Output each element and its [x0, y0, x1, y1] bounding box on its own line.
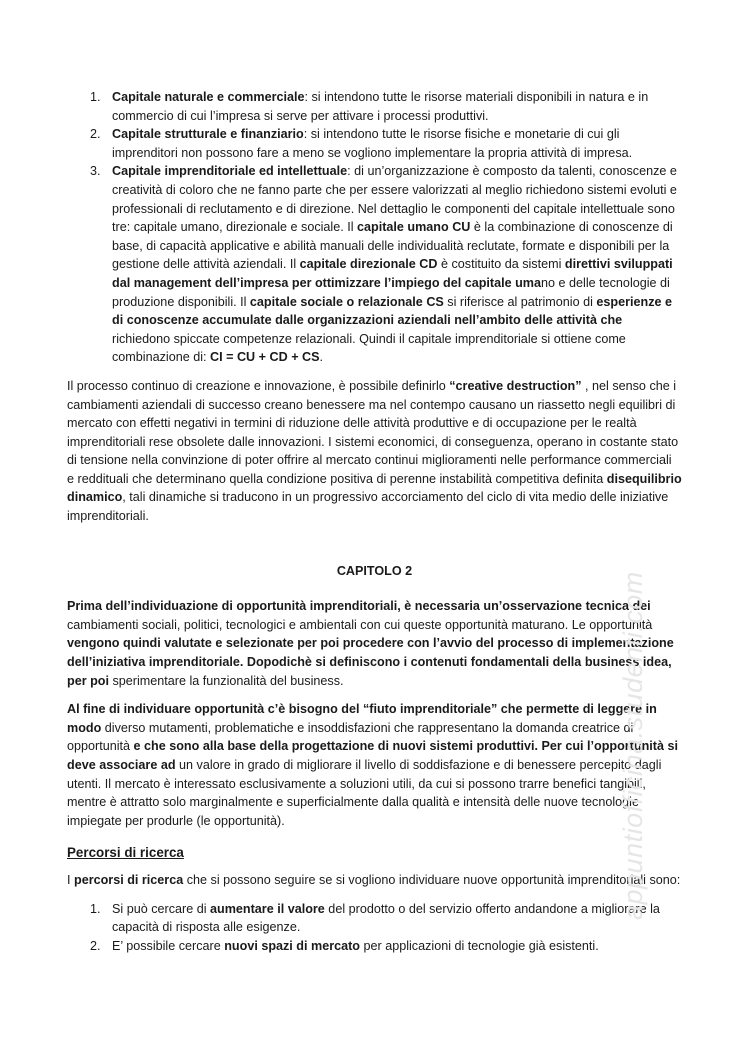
bold-text: e che sono alla base della progettazione di nuovi sistemi produttivi. Per cui l’opportunità si deve associare ad — [67, 739, 678, 772]
body-text: richiedono spiccate competenze relazionali. Quindi il capitale imprenditoriale si ottiene come combinazione di: — [112, 331, 626, 365]
bold-text: direttivi sviluppati dal management dell’impresa per ottimizzare l’impiego del capitale uma — [112, 257, 673, 290]
body-text: , nel senso che i cambiamenti aziendali di successo creano benessere ma nel contempo causano un riassetto negli equilibri di mercato con effetti negativi in termini di riduzione delle attività produttive e di occupazione per le realtà imprenditoriali rese obsolete dalle innovazioni. I sistemi economici, di conseguenza, operano in costante stato di tensione nella convinzione di poter offrire al mercato continui miglioramenti nelle performance commerciali e reddituali che determinano quella condizione positiva di perenne instabilità competitiva definita — [67, 378, 679, 486]
body-text: cambiamenti sociali, politici, tecnologici e ambientali con cui queste opportunità maturano. Le opportunità — [67, 617, 653, 632]
term-disequilibrio-dinamico: disequilibrio dinamico — [67, 471, 682, 505]
bold-text: esperienze e di conoscenze accumulate dalle organizzazioni aziendali nell’ambito delle attività che — [112, 294, 672, 328]
term-capitale-sociale: capitale sociale o relazionale CS — [249, 294, 444, 309]
section-heading: Percorsi di ricerca — [67, 845, 184, 861]
term-percorsi-di-ricerca: percorsi di ricerca — [74, 872, 184, 887]
bold-text: Prima dell’individuazione di opportunità imprenditoriali, è necessaria un’osservazione tecnica dei — [67, 599, 651, 614]
list-item-text: : di un’organizzazione è composto da talenti, conoscenze e creatività di coloro che ne fanno parte che per essere valorizzati al meglio richiedono sistemi evoluti e professionali di reclutamento e di direzione. Nel dettaglio le componenti del capitale intellettuale sono tre: capitale umano, direzionale e sociale. Il — [112, 164, 677, 235]
list-number: 1. — [90, 901, 101, 916]
list-number: 3. — [90, 164, 101, 179]
chapter-title: CAPITOLO 2 — [336, 563, 413, 578]
body-text: Il processo continuo di creazione e innovazione, è possibile definirlo — [67, 378, 450, 393]
body-text: diverso mutamenti, problematiche e insoddisfazioni che rappresentano la domanda creatrice di opportunità — [67, 720, 634, 754]
list-item — [67, 937, 682, 956]
paragraph-opportunita — [67, 597, 682, 690]
bold-text: Al fine di individuare opportunità c’è bisogno del “fiuto imprenditoriale” che permette di leggere in modo — [67, 702, 657, 735]
body-text: per applicazioni di tecnologie già esistenti. — [360, 938, 599, 953]
paragraph-fiuto — [67, 700, 682, 830]
capital-types-list — [67, 88, 682, 367]
list-number: 2. — [90, 127, 101, 142]
body-text: sperimentare la funzionalità del business. — [108, 673, 344, 688]
body-text: . — [319, 350, 324, 365]
paragraph-percorsi — [67, 871, 682, 890]
list-item — [67, 125, 682, 162]
list-item-text: : si intendono tutte le risorse fisiche e monetarie di cui gli imprenditori non possono fare a meno se vogliono implementare la propria attività di impresa. — [112, 127, 633, 160]
watermark: appuntiofficina.studenti.com — [618, 571, 648, 920]
body-text: che si possono seguire se si vogliono individuare nuove opportunità imprenditoriali sono: — [183, 872, 681, 887]
body-text: I — [67, 872, 74, 887]
bold-text: nuovi spazi di mercato — [224, 938, 360, 953]
list-item-text: : si intendono tutte le risorse materiali disponibili in natura e in commercio di cui l’impresa si serve per attivare i processi produttivi. — [112, 90, 649, 123]
list-item-term: Capitale imprenditoriale ed intellettuale — [112, 164, 348, 179]
body-text: , tali dinamiche si traducono in un progressivo accorciamento del ciclo di vita medio delle iniziative imprenditoriali. — [67, 490, 669, 524]
list-number: 2. — [90, 938, 101, 953]
list-item-term: Capitale naturale e commerciale — [112, 90, 305, 104]
body-text: si riferisce al patrimonio di — [443, 294, 597, 309]
body-text: Si può cercare di — [112, 901, 211, 916]
page-content — [67, 88, 682, 965]
term-capitale-umano: capitale umano CU — [357, 220, 471, 235]
body-text: è costituito da sistemi — [437, 257, 565, 272]
formula: CI = CU + CD + CS — [210, 350, 320, 365]
term-creative-destruction: “creative destruction” — [449, 378, 582, 393]
list-item — [67, 162, 682, 367]
list-item — [67, 88, 682, 125]
research-paths-list — [67, 900, 682, 956]
body-text: del prodotto o del servizio offerto andandone a migliorare la capacità di risposta alle esigenze. — [112, 901, 660, 935]
list-item — [67, 900, 682, 937]
term-capitale-direzionale: capitale direzionale CD — [299, 257, 438, 272]
body-text: no e delle tecnologie di produzione disponibili. Il — [112, 275, 670, 309]
bold-text: aumentare il valore — [210, 901, 325, 916]
list-number: 1. — [90, 90, 101, 104]
body-text: è la combinazione di conoscenze di base, di capacità applicative e abilità manuali delle individualità reclutate, formate e disponibili per la gestione delle attività aziendali. Il — [112, 220, 673, 272]
bold-text: vengono quindi valutate e selezionate per poi procedere con l’avvio del processo di implementazione dell’iniziativa imprenditoriale. Dopodichè si definiscono i contenuti fondamentali della business idea, per poi — [67, 636, 674, 688]
body-text: E’ possibile cercare — [112, 938, 225, 953]
list-item-term: Capitale strutturale e finanziario — [112, 127, 304, 142]
paragraph-creative-destruction — [67, 377, 682, 526]
body-text: un valore in grado di migliorare il livello di soddisfazione e di benessere percepito dagli utenti. Il mercato è interessato esclusivamente a soluzioni utili, da cui si possono trarre benefici tangibili, mentre è attratto solo marginalmente e superficialmente dalla qualità e intensità delle nuove tecnologie impiegate per produrle (le opportunità). — [67, 758, 662, 828]
